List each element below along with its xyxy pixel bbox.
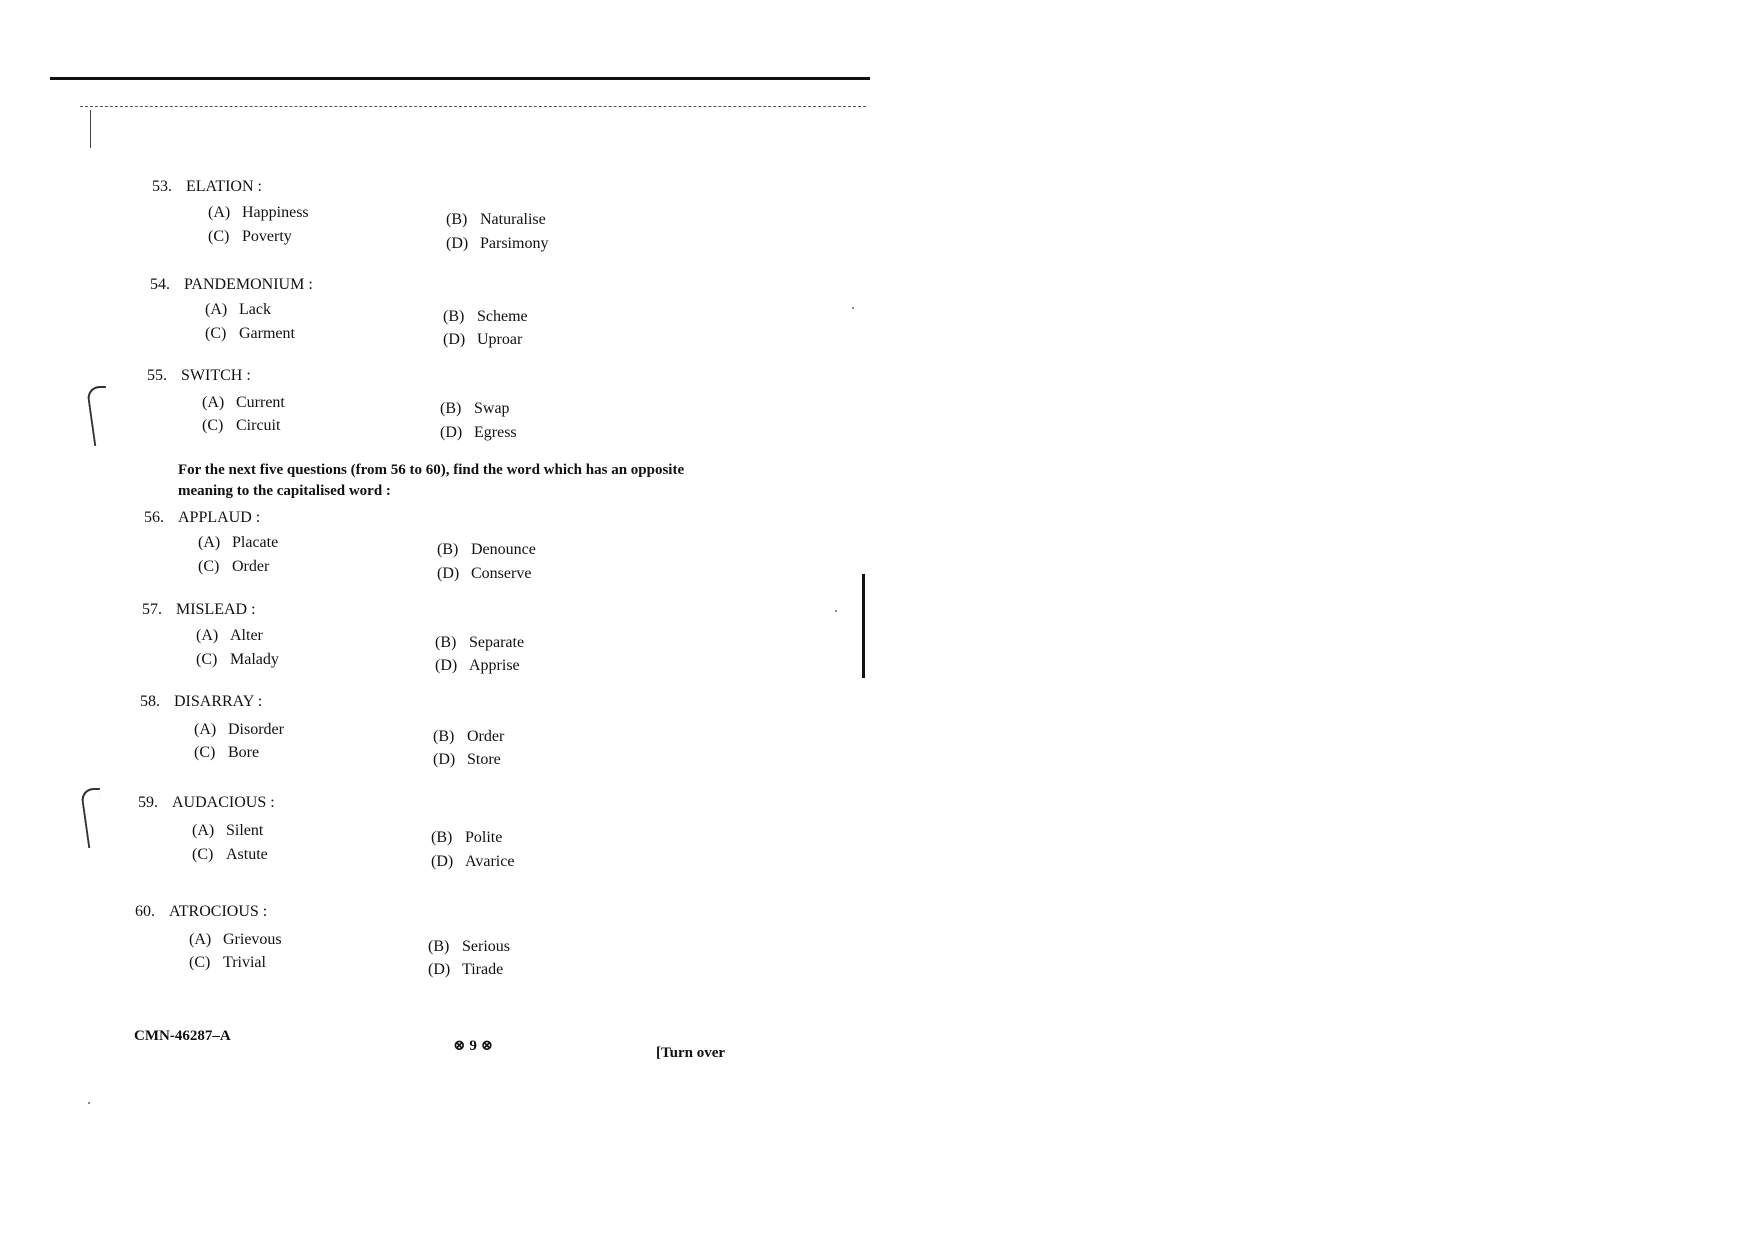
option-c: (C) Poverty	[208, 228, 292, 245]
option-b: (B) Polite	[431, 829, 503, 846]
question-word: DISARRAY :	[174, 693, 263, 710]
question-58	[140, 693, 262, 711]
option-d: (D) Parsimony	[446, 235, 549, 252]
scan-speck	[88, 1102, 90, 1104]
option-b: (B) Separate	[435, 634, 525, 651]
option-a: (A) Grievous	[189, 931, 282, 948]
question-number: 54.	[150, 276, 170, 293]
option-d: (D) Avarice	[431, 853, 515, 870]
option-b: (B) Scheme	[443, 308, 528, 325]
question-word: PANDEMONIUM :	[184, 276, 313, 293]
edge-scan-mark	[862, 574, 865, 678]
scan-speck	[835, 610, 837, 612]
option-a: (A) Lack	[205, 301, 271, 318]
question-word: AUDACIOUS :	[172, 794, 275, 811]
option-c: (C) Astute	[192, 846, 268, 863]
top-rule	[50, 77, 870, 80]
scan-speck	[852, 307, 854, 309]
question-word: ELATION :	[186, 178, 262, 195]
question-59	[138, 794, 275, 812]
section-instruction: For the next five questions (from 56 to 60), find the word which has an opposite meaning to the capitalised word :	[178, 462, 685, 499]
option-b: (B) Serious	[428, 938, 510, 955]
question-number: 60.	[135, 903, 155, 920]
option-a: (A) Alter	[196, 627, 263, 644]
option-a: (A) Silent	[192, 822, 264, 839]
question-number: 56.	[144, 509, 164, 526]
option-d: (D) Uproar	[443, 331, 523, 348]
option-b: (B) Naturalise	[446, 211, 546, 228]
question-number: 59.	[138, 794, 158, 811]
question-number: 58.	[140, 693, 160, 710]
option-b: (B) Swap	[440, 400, 510, 417]
question-number: 57.	[142, 601, 162, 618]
second-rule	[80, 106, 866, 108]
question-54	[150, 276, 313, 294]
option-c: (C) Trivial	[189, 954, 266, 971]
question-60	[135, 903, 267, 921]
corner-mark	[90, 110, 91, 148]
question-word: APPLAUD :	[178, 509, 261, 526]
option-a: (A) Disorder	[194, 721, 284, 738]
question-number: 55.	[147, 367, 167, 384]
option-a: (A) Happiness	[208, 204, 309, 221]
option-a: (A) Placate	[198, 534, 279, 551]
option-c: (C) Circuit	[202, 417, 281, 434]
turn-over-note: [Turn over	[656, 1045, 726, 1061]
booklet-code: CMN-46287–A	[134, 1028, 231, 1044]
question-57	[142, 601, 256, 619]
option-c: (C) Bore	[194, 744, 260, 761]
question-number: 53.	[152, 178, 172, 195]
option-d: (D) Tirade	[428, 961, 504, 978]
option-a: (A) Current	[202, 394, 285, 411]
question-56	[144, 509, 260, 527]
option-c: (C) Malady	[196, 651, 279, 668]
option-d: (D) Apprise	[435, 657, 520, 674]
question-53	[152, 178, 262, 196]
margin-bracket-mark	[80, 788, 108, 848]
question-55	[147, 367, 251, 385]
option-b: (B) Order	[433, 728, 505, 745]
option-d: (D) Egress	[440, 424, 517, 441]
option-d: (D) Conserve	[437, 565, 532, 582]
page-number: ⊗ 9 ⊗	[453, 1038, 494, 1054]
question-word: ATROCIOUS :	[169, 903, 268, 920]
option-c: (C) Order	[198, 558, 270, 575]
question-word: MISLEAD :	[176, 601, 256, 618]
option-b: (B) Denounce	[437, 541, 536, 558]
margin-bracket-mark	[86, 386, 114, 446]
question-word: SWITCH :	[181, 367, 251, 384]
option-c: (C) Garment	[205, 325, 295, 342]
option-d: (D) Store	[433, 751, 501, 768]
